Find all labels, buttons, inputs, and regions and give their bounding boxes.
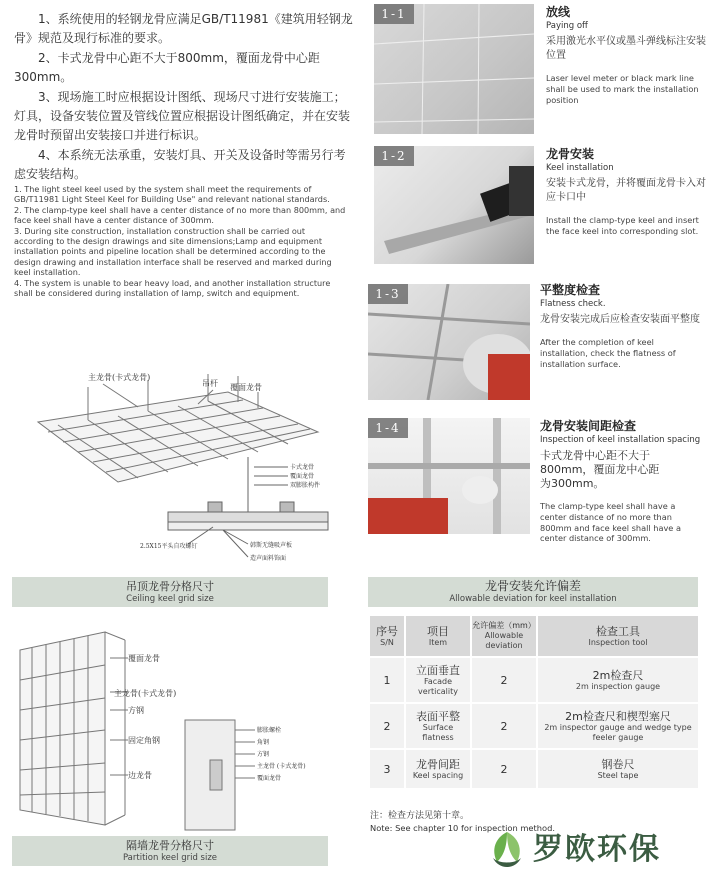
table-header-row: [369, 615, 699, 657]
step-desc-en: Laser level meter or black mark line shall be used to mark the installation position: [546, 73, 699, 105]
cell-tool: 2m检查尺 2m inspection gauge: [537, 657, 699, 703]
deviation-table-title: [368, 577, 698, 607]
ceiling-keel-drawing: [18, 362, 338, 570]
requirement-en-1: 1. The light steel keel used by the system shall meet the requirements of GB/T11981 Light Steel Keel for Building Use" and relevant national standards.: [14, 184, 330, 205]
partition-caption-zh: 隔墙龙骨分格尺寸: [126, 839, 214, 852]
label-main-keel: 主龙骨(卡式龙骨): [88, 373, 151, 382]
header-deviation: 允许偏差（mm） Allowable deviation: [471, 615, 537, 657]
label-fabric-finish: 造声面料饰面: [250, 555, 287, 562]
cell-tool: 2m检查尺和楔型塞尺 2m inspector gauge and wedge type feeler gauge: [537, 703, 699, 749]
requirement-en-3: 3. During site construction, installation construction shall be carried out according to the design drawings and site dimensions;Lamp and equipment installation points and pipeline location shall be determined according to the design drawing and installation interface shall be reserved and marked during keel installation.: [14, 225, 332, 278]
step-number: 1-3: [368, 284, 408, 304]
cell-sn: 2: [369, 703, 405, 749]
step-photo-1-2: [374, 146, 534, 264]
label-edge-keel: 边龙骨: [128, 771, 152, 780]
requirement-en-4: 4. The system is unable to bear heavy load, and another installation structure shall be considered during installation of lamp, switch and equipment.: [14, 277, 331, 299]
label-partition-face-keel: 覆面龙骨: [128, 654, 160, 663]
cell-item: 立面垂直 Facade verticality: [405, 657, 471, 703]
requirements-en: [14, 184, 346, 298]
cell-item: 表面平整 Surface flatness: [405, 703, 471, 749]
label-angle-steel: 固定角钢: [128, 736, 160, 745]
step-number: 1-4: [368, 418, 408, 438]
table-row: [369, 703, 699, 749]
step-title-zh: 龙骨安装: [546, 147, 595, 161]
label-acoustic-board: 韩斯无缝吸声板: [250, 542, 293, 549]
leaf-logo-icon: [485, 828, 529, 872]
step-desc-zh: 安装卡式龙骨，并将覆面龙骨卡入对应卡口中: [546, 178, 706, 203]
step-desc-zh: 卡式龙骨中心距不大于800mm，覆面龙中心距为300mm。: [540, 449, 660, 490]
table-row: [369, 749, 699, 789]
cell-sn: 1: [369, 657, 405, 703]
header-sn: 序号 S/N: [369, 615, 405, 657]
step-photo-1-1: [374, 4, 534, 134]
step-title-en: Keel installation: [546, 163, 614, 173]
requirements-zh: [14, 10, 354, 185]
partition-caption: [12, 836, 328, 866]
requirement-zh-3: 3、现场施工时应根据设计图纸、现场尺寸进行安装施工；灯具，设备安装位置及管线位置应根据设计图纸确定，并在安装龙骨时预留出安装接口并进行标识。: [14, 90, 351, 142]
cell-item: 龙骨间距 Keel spacing: [405, 749, 471, 789]
cell-tool: 钢卷尺 Steel tape: [537, 749, 699, 789]
legend-square: 方钢: [257, 751, 270, 758]
step-title-zh: 放线: [546, 5, 571, 19]
label-partition-main-keel: 主龙骨(卡式龙骨): [114, 689, 177, 698]
header-tool: 检查工具 Inspection tool: [537, 615, 699, 657]
legend-face: 覆面龙骨: [257, 775, 282, 782]
cell-deviation: 2: [471, 703, 537, 749]
label-screw: 2.5X15平头自攻螺钉: [140, 543, 198, 550]
deviation-title-zh: 龙骨安装允许偏差: [484, 579, 581, 593]
step-photo-1-3: [368, 284, 530, 400]
ceiling-caption-en: Ceiling keel grid size: [126, 594, 214, 604]
step-title-en: Inspection of keel installation spacing: [540, 435, 701, 445]
step-desc-zh: 采用激光水平仪或墨斗弹线标注安装位置: [546, 36, 706, 61]
legend-expansion: 双膨胀构件: [290, 482, 321, 489]
partition-keel-diagram: [10, 620, 328, 834]
note-en: Note: See chapter 10 for inspection method.: [370, 823, 556, 833]
step-photo-1-4: [368, 418, 530, 534]
partition-caption-en: Partition keel grid size: [122, 853, 218, 863]
ceiling-caption-zh: 吊顶龙骨分格尺寸: [126, 580, 214, 593]
ceiling-keel-diagram: [18, 362, 338, 570]
label-square-steel: 方钢: [128, 706, 144, 715]
ceiling-caption: [12, 577, 328, 607]
step-desc-zh: 龙骨安装完成后应检查安装面平整度: [540, 314, 700, 325]
cell-deviation: 2: [471, 657, 537, 703]
header-item: 项目 Item: [405, 615, 471, 657]
cell-sn: 3: [369, 749, 405, 789]
legend-expansion-bolt: 膨胀螺栓: [257, 727, 282, 734]
label-hanger: 吊杆: [202, 379, 218, 388]
legend-angle: 角钢: [257, 739, 270, 746]
step-text-1-1: [546, 4, 706, 105]
requirement-zh-4: 4、本系统无法承重，安装灯具、开关及设备时等需另行考虑安装结构。: [14, 148, 346, 181]
table-row: [369, 657, 699, 703]
requirement-en-2: 2. The clamp-type keel shall have a center distance of no more than 800mm, and face keel shall have a center distance of 300mm.: [14, 204, 346, 226]
step-number: 1-1: [374, 4, 414, 24]
cell-deviation: 2: [471, 749, 537, 789]
requirement-zh-1: 1、系统使用的轻钢龙骨应满足GB/T11981《建筑用轻钢龙骨》规范及现行标准的要求。: [14, 12, 353, 45]
legend-face-keel: 覆面龙骨: [290, 473, 315, 480]
label-face-keel: 覆面龙骨: [230, 383, 262, 392]
step-title-zh: 平整度检查: [540, 283, 601, 297]
step-desc-en: The clamp-type keel shall have a center distance of no more than 800mm and face keel shall have a center distance of 300mm.: [540, 501, 681, 544]
brand-logo: [485, 828, 705, 872]
partition-keel-drawing: [10, 620, 328, 834]
step-text-1-4: [540, 418, 704, 544]
legend-main: 主龙骨 (卡式龙骨): [257, 763, 306, 770]
step-desc-en: Install the clamp-type keel and insert the face keel into corresponding slot.: [546, 215, 699, 236]
step-title-zh: 龙骨安装间距检查: [540, 419, 637, 433]
logo-text: 罗欧环保: [533, 832, 661, 867]
step-text-1-3: [540, 282, 700, 369]
deviation-title-en: Allowable deviation for keel installation: [449, 594, 617, 604]
step-text-1-2: [546, 146, 706, 237]
requirement-zh-2: 2、卡式龙骨中心距不大于800mm，覆面龙骨中心距300mm。: [14, 51, 320, 84]
step-number: 1-2: [374, 146, 414, 166]
step-title-en: Flatness check.: [540, 299, 606, 309]
deviation-table: [368, 614, 700, 790]
step-title-en: Paying off: [546, 21, 588, 31]
note-zh: 注：检查方法见第十章。: [370, 811, 470, 821]
legend-clamp-keel: 卡式龙骨: [290, 464, 315, 471]
step-desc-en: After the completion of keel installation, check the flatness of installation surface.: [540, 337, 676, 369]
